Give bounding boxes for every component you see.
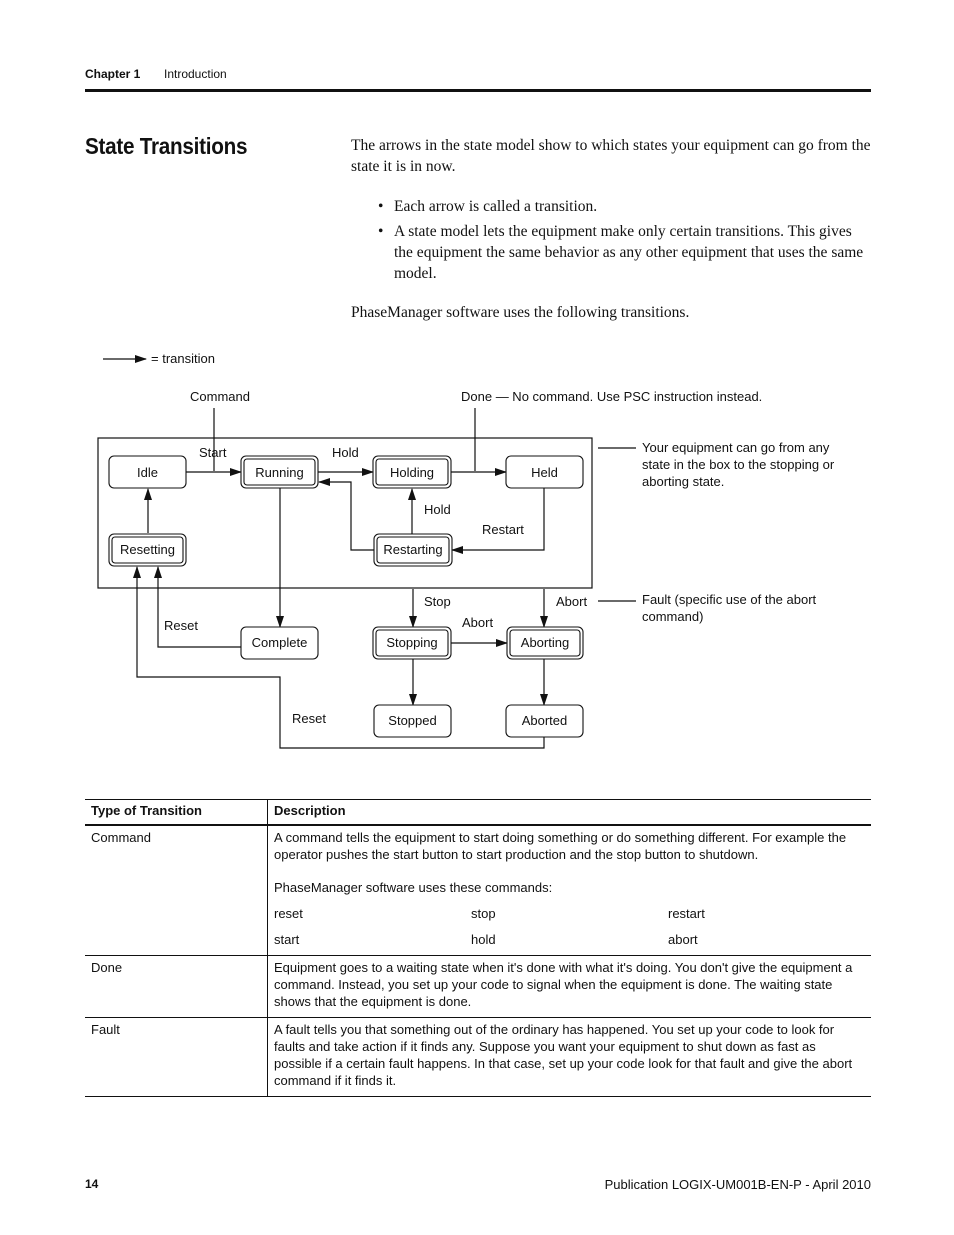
reset-label-left: Reset [164, 618, 198, 633]
legend-label: = transition [151, 351, 215, 366]
state-label-stopping: Stopping [386, 635, 438, 650]
page-number: 14 [85, 1177, 99, 1191]
bullet-item: • Each arrow is called a transition. [378, 196, 873, 217]
command-item: reset [274, 906, 303, 921]
box-note-line-3: aborting state. [642, 474, 725, 489]
state-label-restarting: Restarting [383, 542, 443, 557]
table-row [85, 1018, 871, 1097]
command-item: restart [668, 906, 705, 921]
reset-label-bottom: Reset [292, 711, 326, 726]
state-label-aborting: Aborting [520, 635, 570, 650]
transition-description: Equipment goes to a waiting state when it's done with what it's doing. You don't give the equipment a command. Instead, you set up your code to signal when the equipment is done. The waiting state shows that the equipment is done. [268, 956, 872, 1018]
command-item: start [274, 932, 300, 947]
state-label-aborted: Aborted [521, 713, 568, 728]
table-row [85, 956, 871, 1018]
transition-type: Command [85, 825, 268, 956]
publication-info: Publication LOGIX-UM001B-EN-P - April 2010 [604, 1177, 871, 1192]
state-label-resetting: Resetting [120, 542, 175, 557]
hold-label-mid: Hold [424, 502, 451, 517]
reset-bottom-arrow [137, 567, 544, 748]
table-header-row [85, 800, 871, 826]
chapter-label: Chapter 1 [85, 67, 141, 81]
state-label-holding: Holding [389, 465, 435, 480]
box-note-line-2: state in the box to the stopping or [642, 457, 835, 472]
reset-complete-arrow [158, 567, 241, 647]
fault-note-line-1: Fault (specific use of the abort [642, 592, 817, 607]
abort-label-mid: Abort [462, 615, 494, 630]
state-label-running: Running [255, 465, 304, 480]
description-text: A command tells the equipment to start doing something or do something different. For example the operator pushes the start button to start production and the stop button to shutdown. [274, 830, 847, 862]
done-label: Done — No command. Use PSC instruction instead. [461, 389, 763, 404]
command-item: hold [471, 932, 496, 947]
intro-paragraph: The arrows in the state model show to which states your equipment can go from the state it is in now. [351, 137, 871, 175]
command-item: abort [668, 932, 698, 947]
transition-type: Done [85, 956, 268, 1018]
section-heading: State Transitions [85, 133, 248, 159]
state-label-complete: Complete [251, 635, 308, 650]
command-item: stop [471, 906, 496, 921]
column-header-type: Type of Transition [85, 800, 268, 826]
transition-table [85, 799, 871, 1097]
abort-label-top: Abort [556, 594, 588, 609]
chapter-title: Introduction [164, 67, 227, 81]
transition-type: Fault [85, 1018, 268, 1097]
column-header-description: Description [268, 800, 872, 826]
start-label: Start [199, 445, 227, 460]
bullet-item: • A state model lets the equipment make only certain transitions. This gives the equipment the same behavior as any other equipment that uses the same model. [378, 221, 873, 284]
box-note-line-1: Your equipment can go from any [642, 440, 830, 455]
restart-arrow [452, 488, 544, 550]
state-label-idle: Idle [137, 465, 158, 480]
fault-note-line-2: command) [642, 609, 704, 624]
restarting-running-arrow [319, 482, 374, 550]
restart-label: Restart [482, 522, 524, 537]
table-row [85, 825, 871, 956]
command-label: Command [190, 389, 250, 404]
description-text: PhaseManager software uses these commands: [274, 880, 553, 895]
hold-label-top: Hold [332, 445, 359, 460]
stop-label: Stop [424, 594, 451, 609]
command-list [274, 905, 865, 948]
transition-description [268, 825, 872, 956]
state-label-stopped: Stopped [388, 713, 437, 728]
state-label-held: Held [531, 465, 558, 480]
transition-description: A fault tells you that something out of the ordinary has happened. You set up your code to look for faults and take action if it finds any. Suppose you want your equipment to shut down as fast as possible if a certain fault happens. In that case, set up your code look for that fault and give the abort command if it finds it. [268, 1018, 872, 1097]
uses-paragraph: PhaseManager software uses the following transitions. [351, 304, 690, 321]
